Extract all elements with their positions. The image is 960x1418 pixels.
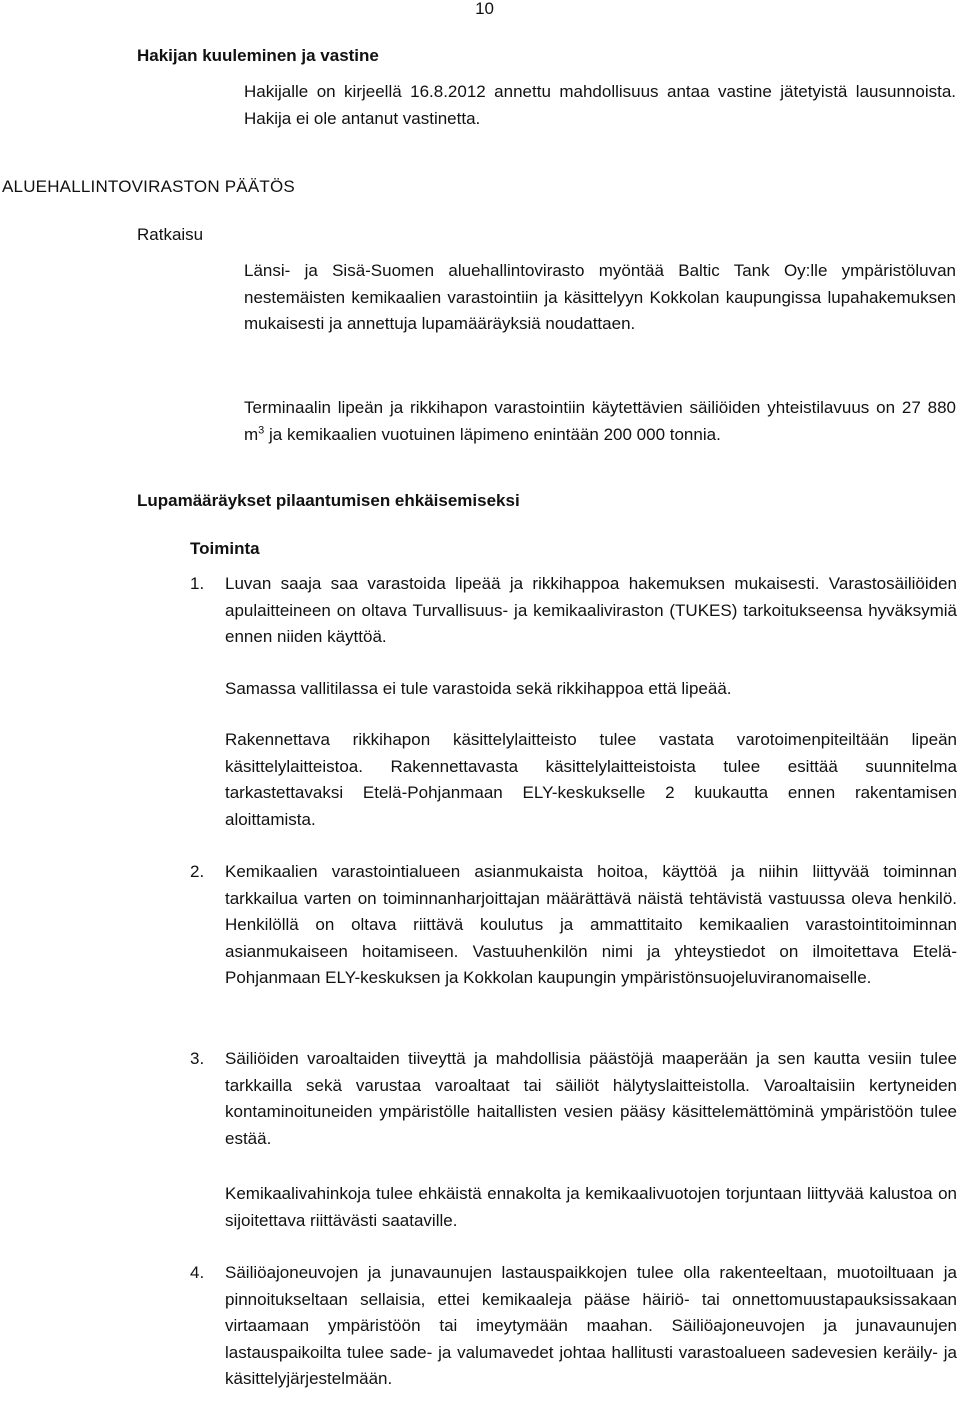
item-3-paragraph-1: Säiliöiden varoaltaiden tiiveyttä ja mahdollisia päästöjä maaperään ja sen kautta vesiin tulee tarkkailla sekä varustaa varoaltaat tai säiliöt hälytyslaitteistolla. Varoaltaisiin kertyneiden kontaminoituneiden ympäristölle haitallisten vesien pääsy käsittelemättöminä ympäristöön tulee estää. bbox=[225, 1049, 957, 1148]
item-3-paragraph-2: Kemikaalivahinkoja tulee ehkäistä ennakolta ja kemikaalivuotojen torjuntaan liittyvää kalustoa on sijoitettava riittävästi saataville. bbox=[225, 1184, 957, 1230]
item-1-paragraph-3: Rakennettava rikkihapon käsittelylaitteisto tulee vastata varotoimenpiteiltään lipeän käsittelylaitteistoa. Rakennettavasta käsittelylaitteistoista tulee esittää suunnitelma tarkastettavaksi Etelä-Pohjanmaan ELY-keskukselle 2 kuukautta ennen rakentamisen aloittamista. bbox=[225, 730, 957, 829]
item-number-2: 2. bbox=[190, 862, 205, 881]
item-2-paragraph-1: Kemikaalien varastointialueen asianmukaista hoitoa, käyttöä ja niihin liittyvää toiminnan tarkkailua varten on toiminnanharjoittajan määrättävä näistä tehtävistä vastuussa oleva henkilö. Henkilöllä on oltava riittävä koulutus ja ammattitaito kemikaalien varastointitoiminnan asianmukaiseen hoitamiseen. Vastuuhenkilön nimi ja yhteystiedot on ilmoitettava Etelä-Pohjanmaan ELY-keskuksen ja Kokkolan kaupungin ympäristönsuojeluviranomaiselle. bbox=[225, 862, 957, 987]
hearing-text: Hakijalle on kirjeellä 16.8.2012 annettu mahdollisuus antaa vastine jätetyistä lausunnoista. Hakija ei ole antanut vastinetta. bbox=[244, 82, 956, 128]
regulations-heading: Lupamääräykset pilaantumisen ehkäisemiseksi bbox=[137, 491, 520, 510]
cubic-superscript: 3 bbox=[258, 423, 265, 436]
decision-section-title: ALUEHALLINTOVIRASTON PÄÄTÖS bbox=[2, 177, 295, 196]
page-number: 10 bbox=[475, 0, 494, 18]
hearing-heading: Hakijan kuuleminen ja vastine bbox=[137, 46, 379, 65]
item-number-3: 3. bbox=[190, 1049, 205, 1068]
decision-paragraph-2-text-a: Terminaalin lipeän ja rikkihapon varastointiin käytettävien säiliöiden yhteistilavuus on 27 880 m bbox=[244, 398, 956, 444]
item-1-paragraph-2: Samassa vallitilassa ei tule varastoida sekä rikkihappoa että lipeää. bbox=[225, 679, 732, 698]
regulations-subheading: Toiminta bbox=[190, 539, 260, 558]
item-4-paragraph-1: Säiliöajoneuvojen ja junavaunujen lastauspaikkojen tulee olla rakenteeltaan, muotoiltuaan ja pinnoitukseltaan sellaisia, ettei kemikaaleja pääse häiriö- tai onnettomuustapauksissakaan virtaamaan ympäristöön tai imeytymään maahan. Säiliöajoneuvojen ja junavaunujen lastauspaikoilta tulee sade- ja valumavedet johtaa hallitusti varastoalueen sadevesien keräily- ja käsittelyjärjestelmään. bbox=[225, 1263, 957, 1388]
item-number-1: 1. bbox=[190, 574, 205, 593]
item-1-paragraph-1: Luvan saaja saa varastoida lipeää ja rikkihappoa hakemuksen mukaisesti. Varastosäiliöiden apulaitteineen on oltava Turvallisuus- ja kemikaaliviraston (TUKES) tarkoitukseensa hyväksymiä ennen niiden käyttöä. bbox=[225, 574, 957, 646]
decision-paragraph-1: Länsi- ja Sisä-Suomen aluehallintovirasto myöntää Baltic Tank Oy:lle ympäristöluvan nestemäisten kemikaalien varastointiin ja käsittelyyn Kokkolan kaupungissa lupahakemuksen mukaisesti ja annettuja lupamääräyksiä noudattaen. bbox=[244, 261, 956, 333]
item-number-4: 4. bbox=[190, 1263, 205, 1282]
decision-paragraph-2-text-b: ja kemikaalien vuotuinen läpimeno enintään 200 000 tonnia. bbox=[264, 424, 721, 444]
decision-paragraph-2 bbox=[244, 395, 956, 448]
ratkaisu-heading: Ratkaisu bbox=[137, 225, 204, 244]
